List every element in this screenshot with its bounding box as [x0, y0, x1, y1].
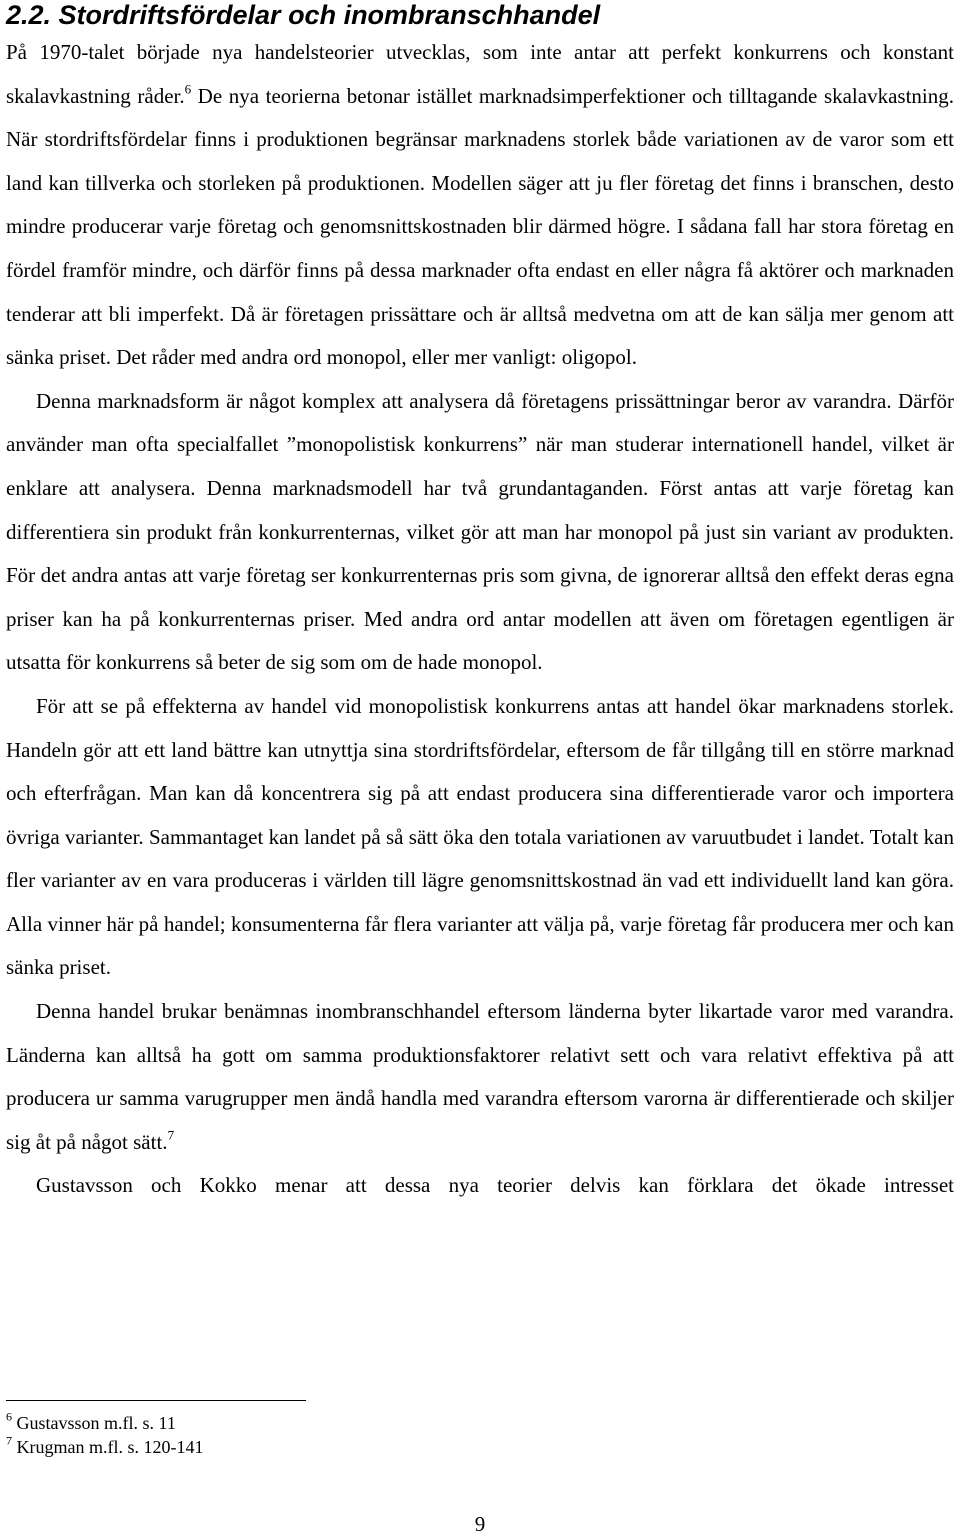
footnote-text: Gustavsson m.fl. s. 11 [12, 1413, 176, 1433]
footnote-ref-7: 7 [167, 1127, 175, 1143]
page-number: 9 [474, 1512, 486, 1536]
section-heading: 2.2. Stordriftsfördelar och inombranschhandel [6, 0, 601, 30]
footnote-separator [6, 1400, 306, 1401]
paragraph-5-text: Gustavsson och Kokko menar att dessa nya teorier delvis kan förklara det ökade intresset [36, 1173, 954, 1198]
footnote-number: 6 [6, 1409, 12, 1424]
paragraph-1 [6, 31, 954, 380]
footnote-number: 7 [6, 1433, 12, 1448]
footnote-text: Krugman m.fl. s. 120-141 [12, 1437, 204, 1457]
footnotes [6, 1411, 203, 1459]
paragraph-3-text: För att se på effekterna av handel vid monopolistisk konkurrens antas att handel ökar marknadens storlek. Handeln gör att ett land bättre kan utnyttja sina stordriftsfördelar, eftersom de får tillgång till en större marknad och efterfrågan. Man kan då koncentrera sig på att endast producera sina differentierade varor och importera övriga varianter. Sammantaget kan landet på så sätt öka den totala variationen av varuutbudet i landet. Totalt kan fler varianter av en vara produceras i världen till lägre genomsnittskostnad än vad ett individuellt land kan göra. Alla vinner här på handel; konsumenterna får flera varianter att välja på, varje företag får producera mer och kan sänka priset. [6, 693, 954, 980]
body-text [6, 31, 954, 1208]
footnote-ref-6: 6 [184, 80, 192, 96]
paragraph-2-text: Denna marknadsform är något komplex att analysera då företagens prissättningar beror av varandra. Därför använder man ofta specialfallet ”monopolistisk konkurrens” när man studerar internationell handel, vilket är enklare att analysera. Denna marknadsmodell har två grundantaganden. Först antas att varje företag kan differentiera sin produkt från konkurrenternas, vilket gör att man har monopol på just sin variant av produkten. För det andra antas att varje företag ser konkurrenternas pris som givna, de ignorerar alltså den effekt deras egna priser kan ha på konkurrenternas priser. Med andra ord antar modellen att även om företagen egentligen är utsatta för konkurrens så beter de sig som om de hade monopol. [6, 388, 954, 675]
footnote-7 [6, 1435, 203, 1459]
paragraph-2 [6, 380, 954, 685]
paragraph-1-text-1: På 1970-talet började nya handelsteorier utvecklas, som inte antar att perfekt konkurrens och konstant skalavkastning råder. [6, 40, 954, 108]
footnote-6 [6, 1411, 203, 1435]
paragraph-3 [6, 685, 954, 990]
paragraph-1-text-2: De nya teorierna betonar istället marknadsimperfektioner och tilltagande skalavkastning. När stordriftsfördelar finns i produktionen begränsar marknadens storlek både variationen av de varor som ett land kan tillverka och storleken på produktionen. Modellen säger att ju fler företag det finns i branschen, desto mindre producerar varje företag och genomsnittskostnaden blir därmed högre. I sådana fall har stora företag en fördel framför mindre, och därför finns på dessa marknader ofta endast en eller några få aktörer och marknaden tenderar att bli imperfekt. Då är företagen prissättare och är alltså medvetna om att de kan sälja mer genom att sänka priset. Det råder med andra ord monopol, eller mer vanligt: oligopol. [6, 83, 955, 370]
paragraph-5 [6, 1164, 954, 1208]
paragraph-4-text: Denna handel brukar benämnas inombranschhandel eftersom länderna byter likartade varor med varandra. Länderna kan alltså ha gott om samma produktionsfaktorer relativt sett och vara relativt effektiva på att producera ur samma varugrupper men ändå handla med varandra eftersom varorna är differentierade och skiljer sig åt på något sätt. [6, 999, 954, 1154]
paragraph-4 [6, 990, 954, 1164]
